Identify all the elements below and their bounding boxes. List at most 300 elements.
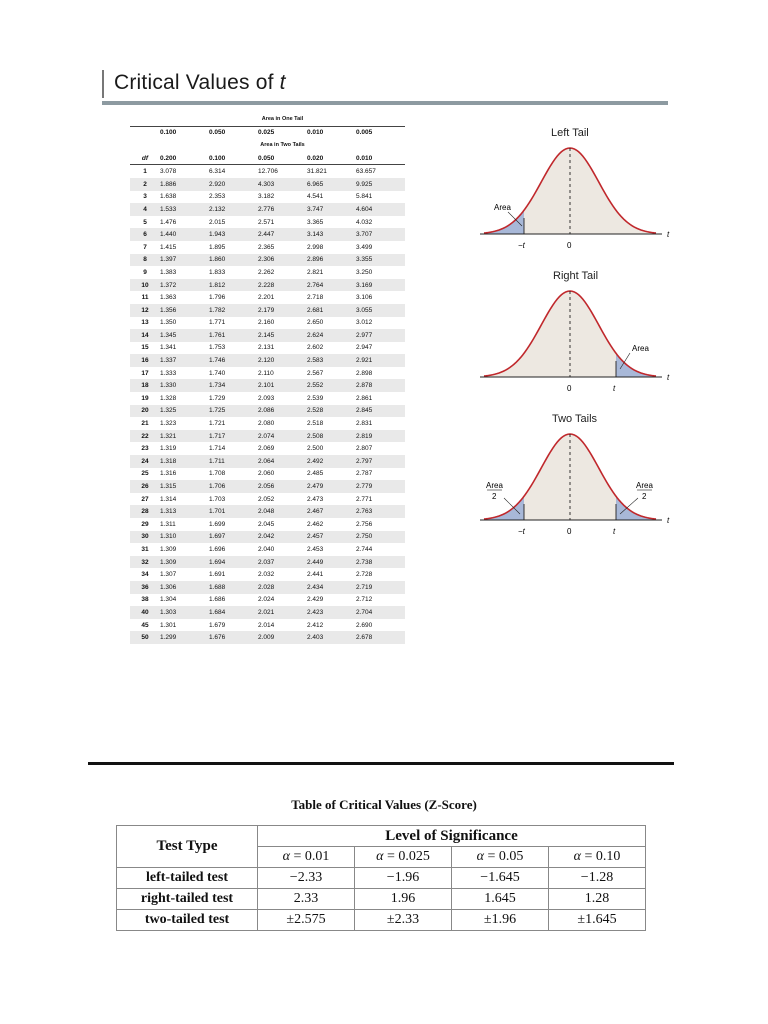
value-cell: 1.307 xyxy=(160,571,177,579)
value-cell: 1.310 xyxy=(160,531,209,544)
z-value-cell: 1.645 xyxy=(452,889,549,910)
z-value-cell: ±1.645 xyxy=(549,910,646,931)
value-cell: 1.314 xyxy=(160,495,177,503)
value-cell: 2.045 xyxy=(258,520,275,528)
df-cell: 18 xyxy=(130,379,160,392)
value-cell: 1.333 xyxy=(160,369,177,377)
value-cell: 2.821 xyxy=(307,268,324,276)
page-title-text: Critical Values of xyxy=(114,71,280,94)
alpha-value: = 0.025 xyxy=(383,849,430,864)
alpha-symbol: α xyxy=(376,849,384,864)
value-cell: 2.681 xyxy=(307,304,356,317)
two-tails-area-left: Area xyxy=(486,481,503,490)
two-tails-zero: 0 xyxy=(567,527,572,536)
value-cell: 1.303 xyxy=(160,606,209,619)
value-cell: 31.821 xyxy=(307,168,327,176)
table-row xyxy=(130,354,405,367)
value-cell: 1.345 xyxy=(160,329,209,342)
value-cell: 1.301 xyxy=(160,621,177,629)
right-tail-t: t xyxy=(613,384,616,393)
table-row xyxy=(130,505,405,518)
table-row xyxy=(130,480,405,493)
alpha-symbol: α xyxy=(573,849,581,864)
z-value-cell: −1.645 xyxy=(452,868,549,889)
df-cell: 7 xyxy=(143,243,147,251)
value-cell: 1.306 xyxy=(160,581,209,594)
value-cell: 2.718 xyxy=(307,294,324,302)
value-cell: 3.012 xyxy=(356,319,373,327)
value-cell: 3.355 xyxy=(356,254,405,267)
z-value-cell: −1.28 xyxy=(549,868,646,889)
z-critical-values-table xyxy=(116,825,646,931)
z-table-row xyxy=(117,868,646,889)
table-row xyxy=(130,581,405,594)
two-tail-alpha-4: 0.010 xyxy=(356,152,405,165)
value-cell: 1.330 xyxy=(160,379,209,392)
value-cell: 1.729 xyxy=(209,394,226,402)
right-tail-shade xyxy=(616,353,656,377)
table-row xyxy=(130,329,405,342)
value-cell: 2.069 xyxy=(258,445,275,453)
value-cell: 1.476 xyxy=(160,218,177,226)
z-value-cell: ±1.96 xyxy=(452,910,549,931)
right-tail-curve xyxy=(478,283,678,398)
value-cell: 2.807 xyxy=(356,445,373,453)
value-cell: 2.228 xyxy=(258,279,307,292)
df-cell: 6 xyxy=(130,228,160,241)
table-row xyxy=(130,279,405,292)
section-divider xyxy=(88,762,674,765)
value-cell: 1.812 xyxy=(209,279,258,292)
value-cell: 2.040 xyxy=(258,545,275,553)
value-cell: 2.831 xyxy=(356,420,373,428)
df-cell: 27 xyxy=(141,495,149,503)
table-row xyxy=(130,493,405,506)
value-cell: 2.037 xyxy=(258,556,307,569)
df-cell: 9 xyxy=(143,268,147,276)
two-tails-curve xyxy=(478,426,678,541)
table-row xyxy=(130,392,405,405)
value-cell: 2.602 xyxy=(307,344,324,352)
value-cell: 1.725 xyxy=(209,405,258,418)
df-cell: 38 xyxy=(141,596,149,604)
value-cell: 2.056 xyxy=(258,480,307,493)
page-title-variable: t xyxy=(279,71,286,94)
value-cell: 1.316 xyxy=(160,470,177,478)
z-value-cell: −1.96 xyxy=(355,868,452,889)
value-cell: 1.740 xyxy=(209,369,226,377)
value-cell: 1.943 xyxy=(209,228,258,241)
value-cell: 2.764 xyxy=(307,279,356,292)
alpha-header-cell xyxy=(355,847,452,868)
value-cell: 2.101 xyxy=(258,379,307,392)
value-cell: 1.796 xyxy=(209,294,226,302)
value-cell: 1.323 xyxy=(160,420,177,428)
two-tail-label: Area in Two Tails xyxy=(260,142,305,149)
value-cell: 2.145 xyxy=(258,329,307,342)
df-cell: 21 xyxy=(141,420,149,428)
value-cell: 2.015 xyxy=(209,218,226,226)
alpha-symbol: α xyxy=(476,849,484,864)
df-cell: 34 xyxy=(141,571,149,579)
one-tail-alpha-4: 0.005 xyxy=(356,126,405,139)
df-cell: 13 xyxy=(141,319,149,327)
value-cell: 4.541 xyxy=(307,193,324,201)
one-tail-alpha-2: 0.025 xyxy=(258,126,307,139)
table-row xyxy=(130,291,405,304)
value-cell: 2.449 xyxy=(307,556,356,569)
table-row xyxy=(130,606,405,619)
value-cell: 1.363 xyxy=(160,294,177,302)
value-cell: 1.886 xyxy=(160,178,209,191)
value-cell: 2.552 xyxy=(307,379,356,392)
value-cell: 2.861 xyxy=(356,394,373,402)
value-cell: 2.024 xyxy=(258,596,275,604)
value-cell: 3.078 xyxy=(160,168,177,176)
value-cell: 1.711 xyxy=(209,455,258,468)
value-cell: 2.776 xyxy=(258,203,307,216)
table-row xyxy=(130,455,405,468)
value-cell: 2.353 xyxy=(209,193,226,201)
table-row xyxy=(130,178,405,191)
value-cell: 2.771 xyxy=(356,495,373,503)
value-cell: 2.467 xyxy=(307,505,356,518)
table-row xyxy=(130,317,405,330)
value-cell: 1.679 xyxy=(209,621,226,629)
df-cell: 15 xyxy=(141,344,149,352)
value-cell: 2.080 xyxy=(258,420,275,428)
value-cell: 1.533 xyxy=(160,203,209,216)
value-cell: 1.415 xyxy=(160,243,177,251)
right-tail-zero: 0 xyxy=(567,384,572,393)
value-cell: 1.309 xyxy=(160,556,209,569)
right-tail-title: Right Tail xyxy=(553,270,599,282)
value-cell: 1.761 xyxy=(209,329,258,342)
value-cell: 3.747 xyxy=(307,203,356,216)
table-row xyxy=(130,342,405,355)
df-cell: 40 xyxy=(130,606,160,619)
table-row xyxy=(130,216,405,229)
value-cell: 2.819 xyxy=(356,430,405,443)
value-cell: 2.728 xyxy=(356,571,373,579)
value-cell: 2.878 xyxy=(356,379,405,392)
two-tails-two-left: 2 xyxy=(492,492,497,501)
two-tail-alpha-2: 0.050 xyxy=(258,152,307,165)
value-cell: 2.750 xyxy=(356,531,405,544)
df-cell: 50 xyxy=(130,631,160,644)
df-cell: 26 xyxy=(130,480,160,493)
alpha-header-cell xyxy=(549,847,646,868)
table-row xyxy=(130,367,405,380)
value-cell: 1.356 xyxy=(160,304,209,317)
value-cell: 1.383 xyxy=(160,268,177,276)
df-cell: 32 xyxy=(130,556,160,569)
value-cell: 1.328 xyxy=(160,394,177,402)
right-tail-axis-t: t xyxy=(667,373,670,382)
value-cell: 2.453 xyxy=(307,545,324,553)
value-cell: 2.539 xyxy=(307,394,324,402)
value-cell: 1.691 xyxy=(209,571,226,579)
table-row xyxy=(130,254,405,267)
df-cell: 8 xyxy=(130,254,160,267)
value-cell: 4.032 xyxy=(356,218,373,226)
df-cell: 2 xyxy=(130,178,160,191)
table-row xyxy=(130,442,405,455)
value-cell: 2.787 xyxy=(356,470,373,478)
table-row xyxy=(130,304,405,317)
value-cell: 1.703 xyxy=(209,495,226,503)
value-cell: 1.688 xyxy=(209,581,258,594)
value-cell: 1.686 xyxy=(209,596,226,604)
value-cell: 3.055 xyxy=(356,304,405,317)
df-cell: 11 xyxy=(141,294,149,302)
value-cell: 2.093 xyxy=(258,394,275,402)
two-tails-area-right: Area xyxy=(636,481,653,490)
value-cell: 2.567 xyxy=(307,369,324,377)
value-cell: 2.032 xyxy=(258,571,275,579)
test-type-cell: left-tailed test xyxy=(117,868,258,889)
two-tail-alpha-row xyxy=(130,152,405,165)
value-cell: 6.965 xyxy=(307,178,356,191)
left-tail-area-label: Area xyxy=(494,203,511,212)
alpha-header-cell xyxy=(452,847,549,868)
value-cell: 1.782 xyxy=(209,304,258,317)
table-row xyxy=(130,556,405,569)
alpha-value: = 0.05 xyxy=(483,849,524,864)
value-cell: 2.738 xyxy=(356,556,405,569)
df-cell: 4 xyxy=(130,203,160,216)
table-row xyxy=(130,594,405,607)
value-cell: 2.583 xyxy=(307,354,356,367)
table-row xyxy=(130,430,405,443)
left-tail-neg-t: −t xyxy=(518,241,525,250)
test-type-header: Test Type xyxy=(117,826,258,868)
value-cell: 2.518 xyxy=(307,420,324,428)
value-cell: 2.898 xyxy=(356,369,373,377)
value-cell: 2.797 xyxy=(356,455,405,468)
df-cell: 1 xyxy=(143,168,147,176)
df-cell: 25 xyxy=(141,470,149,478)
title-side-bar xyxy=(102,70,104,98)
left-tail-curve xyxy=(478,140,678,255)
value-cell: 2.434 xyxy=(307,581,356,594)
one-tail-alpha-1: 0.050 xyxy=(209,126,258,139)
value-cell: 2.528 xyxy=(307,405,356,418)
value-cell: 1.717 xyxy=(209,430,258,443)
two-tails-t: t xyxy=(613,527,616,536)
value-cell: 2.998 xyxy=(307,243,324,251)
value-cell: 3.106 xyxy=(356,294,373,302)
df-cell: 16 xyxy=(130,354,160,367)
value-cell: 2.571 xyxy=(258,218,275,226)
value-cell: 2.262 xyxy=(258,268,275,276)
one-tail-alpha-row xyxy=(130,126,405,139)
two-tails-two-right: 2 xyxy=(642,492,647,501)
table-row xyxy=(130,468,405,481)
value-cell: 2.060 xyxy=(258,470,275,478)
value-cell: 3.182 xyxy=(258,193,275,201)
value-cell: 2.306 xyxy=(258,254,307,267)
value-cell: 2.479 xyxy=(307,480,356,493)
value-cell: 2.744 xyxy=(356,545,373,553)
df-cell: 22 xyxy=(130,430,160,443)
value-cell: 2.429 xyxy=(307,596,324,604)
value-cell: 2.412 xyxy=(307,621,324,629)
value-cell: 1.440 xyxy=(160,228,209,241)
value-cell: 3.250 xyxy=(356,268,373,276)
table-row xyxy=(130,228,405,241)
table-row xyxy=(130,543,405,556)
right-tail-area-label: Area xyxy=(632,344,649,353)
z-value-cell: 2.33 xyxy=(258,889,355,910)
value-cell: 2.508 xyxy=(307,430,356,443)
value-cell: 2.704 xyxy=(356,606,405,619)
value-cell: 2.920 xyxy=(209,178,258,191)
value-cell: 1.321 xyxy=(160,430,209,443)
value-cell: 4.604 xyxy=(356,203,405,216)
table-row xyxy=(130,266,405,279)
df-cell: 12 xyxy=(130,304,160,317)
value-cell: 2.074 xyxy=(258,430,307,443)
value-cell: 2.014 xyxy=(258,621,275,629)
value-cell: 1.714 xyxy=(209,445,226,453)
alpha-value: = 0.10 xyxy=(580,849,621,864)
value-cell: 2.403 xyxy=(307,631,356,644)
value-cell: 6.314 xyxy=(209,168,226,176)
df-cell: 17 xyxy=(141,369,149,377)
left-tail-t: t xyxy=(667,230,670,239)
df-cell: 24 xyxy=(130,455,160,468)
table-row xyxy=(130,417,405,430)
z-value-cell: 1.28 xyxy=(549,889,646,910)
value-cell: 2.048 xyxy=(258,505,307,518)
z-value-cell: ±2.575 xyxy=(258,910,355,931)
title-block xyxy=(102,70,668,107)
value-cell: 2.473 xyxy=(307,495,324,503)
df-cell: 20 xyxy=(130,405,160,418)
value-cell: 1.699 xyxy=(209,520,226,528)
value-cell: 63.657 xyxy=(356,168,376,176)
df-cell: 45 xyxy=(141,621,149,629)
value-cell: 1.706 xyxy=(209,480,258,493)
value-cell: 2.132 xyxy=(209,203,258,216)
value-cell: 2.457 xyxy=(307,531,356,544)
value-cell: 3.499 xyxy=(356,243,373,251)
value-cell: 2.179 xyxy=(258,304,307,317)
value-cell: 1.860 xyxy=(209,254,258,267)
value-cell: 2.447 xyxy=(258,228,307,241)
z-table-row xyxy=(117,910,646,931)
value-cell: 1.325 xyxy=(160,405,209,418)
value-cell: 2.052 xyxy=(258,495,275,503)
value-cell: 1.397 xyxy=(160,254,209,267)
table-row xyxy=(130,191,405,204)
test-type-cell: two-tailed test xyxy=(117,910,258,931)
t-critical-values-table xyxy=(130,113,405,644)
value-cell: 1.311 xyxy=(160,520,176,528)
one-tail-alpha-0: 0.100 xyxy=(160,126,209,139)
two-tails-shade-left xyxy=(484,496,524,520)
value-cell: 2.763 xyxy=(356,505,405,518)
value-cell: 2.845 xyxy=(356,405,405,418)
alpha-value: = 0.01 xyxy=(289,849,330,864)
left-tail-title: Left Tail xyxy=(551,127,589,139)
df-cell: 14 xyxy=(130,329,160,342)
two-tail-alpha-0: 0.200 xyxy=(160,152,209,165)
value-cell: 1.734 xyxy=(209,379,258,392)
value-cell: 2.500 xyxy=(307,445,324,453)
value-cell: 2.921 xyxy=(356,354,405,367)
value-cell: 2.201 xyxy=(258,294,275,302)
table-row xyxy=(130,241,405,254)
one-tail-label: Area in One Tail xyxy=(261,116,304,123)
value-cell: 2.896 xyxy=(307,254,356,267)
value-cell: 2.485 xyxy=(307,470,324,478)
df-cell: 31 xyxy=(141,545,149,553)
one-tail-alpha-3: 0.010 xyxy=(307,126,356,139)
z-table-title: Table of Critical Values (Z-Score) xyxy=(291,797,477,812)
value-cell: 1.319 xyxy=(160,445,177,453)
value-cell: 1.697 xyxy=(209,531,258,544)
value-cell: 2.028 xyxy=(258,581,307,594)
value-cell: 2.110 xyxy=(258,369,274,377)
value-cell: 3.169 xyxy=(356,279,405,292)
value-cell: 3.707 xyxy=(356,228,405,241)
value-cell: 1.318 xyxy=(160,455,209,468)
alpha-header-cell xyxy=(258,847,355,868)
test-type-cell: right-tailed test xyxy=(117,889,258,910)
value-cell: 2.086 xyxy=(258,405,307,418)
value-cell: 2.719 xyxy=(356,581,405,594)
value-cell: 4.303 xyxy=(258,178,307,191)
value-cell: 3.365 xyxy=(307,218,324,226)
value-cell: 1.701 xyxy=(209,505,258,518)
z-table-row xyxy=(117,889,646,910)
value-cell: 1.309 xyxy=(160,545,177,553)
value-cell: 2.009 xyxy=(258,631,307,644)
value-cell: 2.021 xyxy=(258,606,307,619)
df-cell: 29 xyxy=(141,520,149,528)
table-row xyxy=(130,379,405,392)
title-underline xyxy=(102,101,668,105)
table-row xyxy=(130,165,405,178)
df-cell: 5 xyxy=(143,218,147,226)
value-cell: 2.947 xyxy=(356,344,373,352)
df-cell: 30 xyxy=(130,531,160,544)
value-cell: 2.690 xyxy=(356,621,373,629)
alpha-symbol: α xyxy=(282,849,290,864)
two-tails-neg-t: −t xyxy=(518,527,525,536)
df-cell: 19 xyxy=(141,394,149,402)
value-cell: 2.650 xyxy=(307,319,324,327)
df-cell: 28 xyxy=(130,505,160,518)
z-value-cell: −2.33 xyxy=(258,868,355,889)
table-row xyxy=(130,405,405,418)
table-row xyxy=(130,631,405,644)
value-cell: 1.372 xyxy=(160,279,209,292)
value-cell: 2.131 xyxy=(258,344,275,352)
value-cell: 1.696 xyxy=(209,545,226,553)
value-cell: 2.120 xyxy=(258,354,307,367)
df-cell: 36 xyxy=(130,581,160,594)
value-cell: 1.721 xyxy=(209,420,226,428)
value-cell: 2.462 xyxy=(307,520,324,528)
value-cell: 2.441 xyxy=(307,571,324,579)
value-cell: 2.492 xyxy=(307,455,356,468)
df-header: df xyxy=(130,152,160,165)
value-cell: 2.160 xyxy=(258,319,275,327)
page-title xyxy=(114,71,286,95)
